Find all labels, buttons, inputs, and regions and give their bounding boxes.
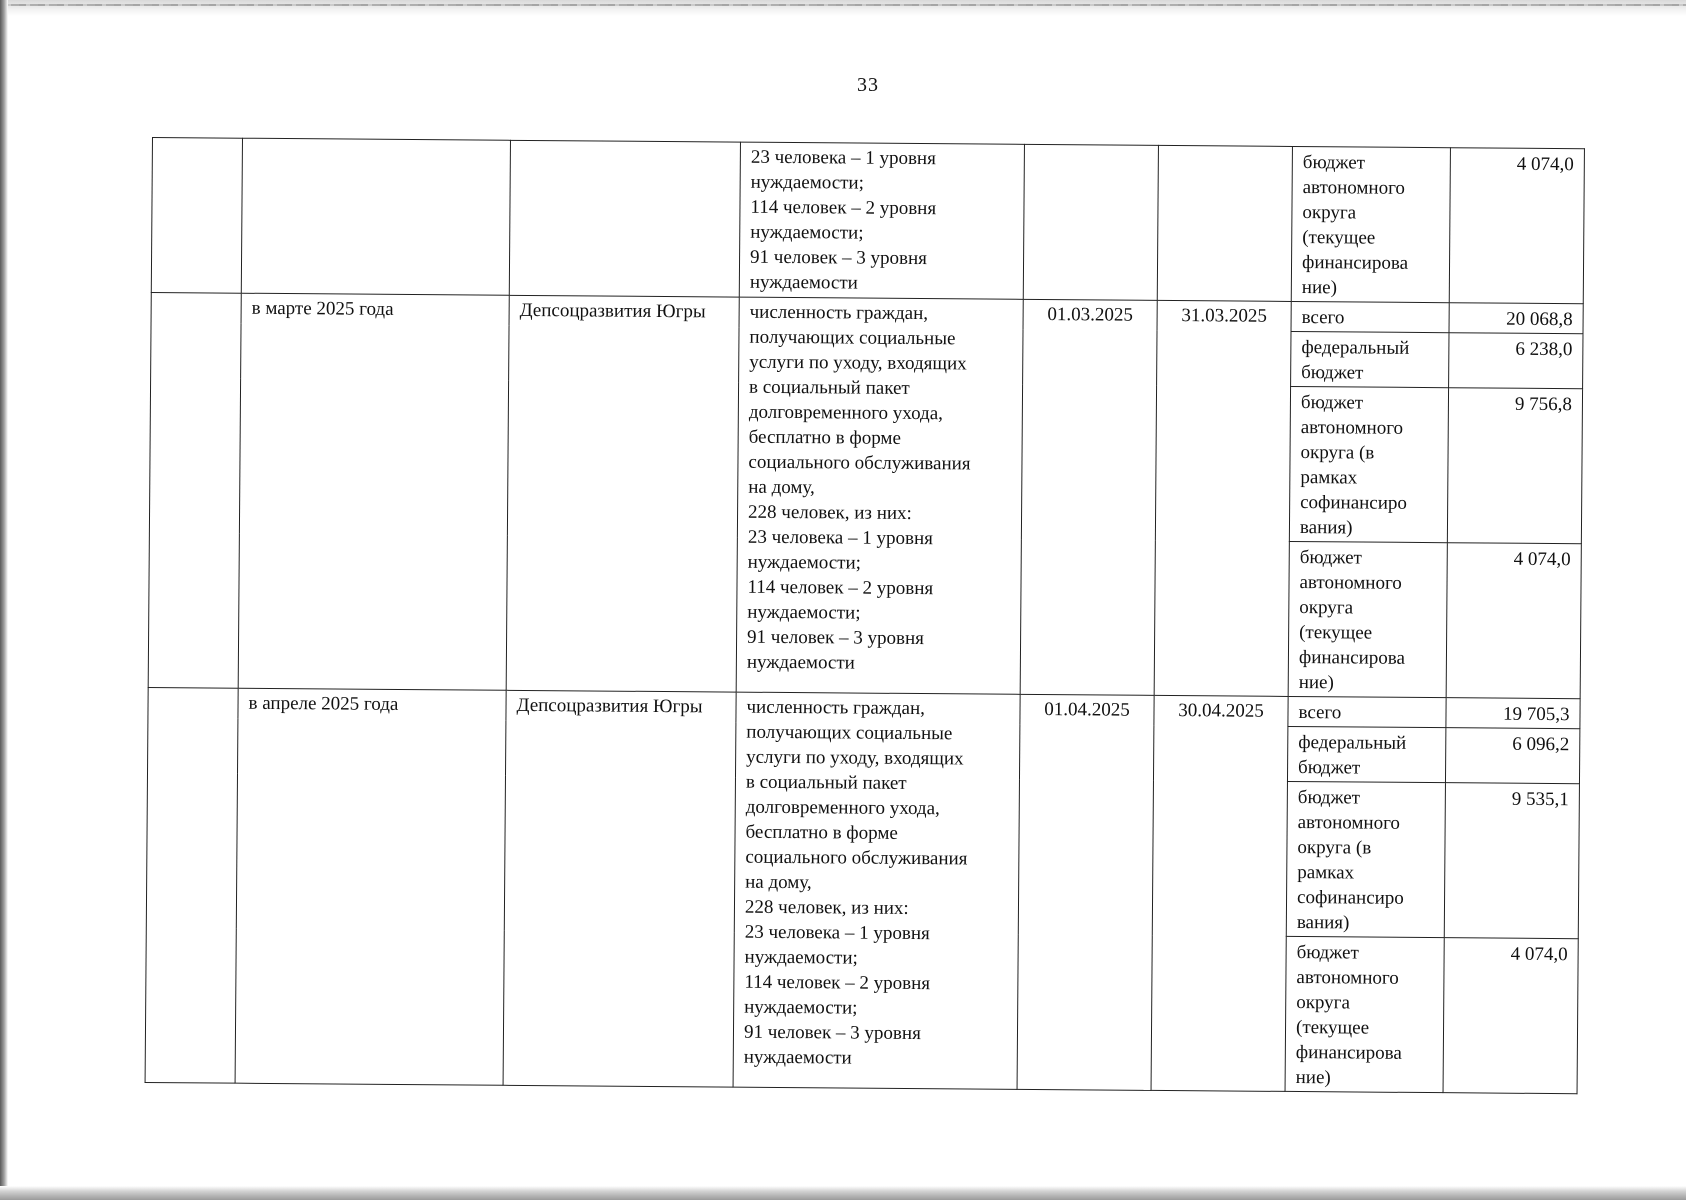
period-cell	[241, 138, 510, 295]
funding-source-line: ние)	[1295, 1067, 1331, 1089]
executor-cell: Депсоцразвития Югры	[503, 690, 736, 1087]
indicator-cell	[733, 692, 1020, 1089]
scan-edge-top	[0, 0, 1686, 16]
indicator-line: 114 человек – 2 уровня	[750, 196, 937, 220]
funding-source-line: бюджет	[1297, 787, 1361, 809]
indicator-cell	[736, 297, 1023, 694]
funding-source-line: автономного	[1300, 417, 1404, 439]
indicator-line: социального обслуживания	[745, 846, 968, 870]
scan-edge-left	[0, 0, 8, 1200]
funding-amount-cell: 4 074,0	[1446, 543, 1581, 699]
funding-source-cell	[1285, 936, 1444, 1092]
start-date-cell: 01.04.2025	[1017, 694, 1154, 1090]
funding-source-line: бюджет	[1302, 152, 1366, 174]
indicator-line: в социальный пакет	[748, 376, 910, 399]
executor-cell	[509, 140, 740, 297]
table-body	[145, 138, 1584, 1094]
funding-source-cell	[1291, 301, 1449, 332]
indicator-line: 91 человек – 3 уровня	[743, 1021, 921, 1045]
row-number-cell	[145, 687, 238, 1083]
end-date-cell: 31.03.2025	[1154, 300, 1291, 696]
funding-source-line: бюджет	[1300, 392, 1364, 414]
funding-source-line: округа	[1296, 992, 1351, 1014]
indicator-line: 228 человек, из них:	[744, 896, 909, 919]
funding-source-line: финансирова	[1295, 1042, 1402, 1064]
indicator-line: нуждаемости;	[750, 221, 864, 244]
indicator-line: долговременного ухода,	[745, 796, 940, 820]
funding-source-line: бюджет	[1301, 362, 1364, 384]
indicator-line: нуждаемости;	[747, 551, 862, 574]
funding-source-line: округа (в	[1300, 442, 1375, 464]
indicator-line: нуждаемости	[746, 651, 855, 674]
indicator-line: нуждаемости	[743, 1046, 852, 1069]
indicator-cell	[739, 142, 1024, 299]
funding-source-cell	[1288, 696, 1446, 727]
funding-table	[145, 137, 1585, 1094]
indicator-line: 23 человека – 1 уровня	[747, 526, 933, 550]
funding-source-line: рамках	[1300, 467, 1358, 489]
funding-source-line: вания)	[1299, 517, 1353, 539]
funding-amount-cell: 19 705,3	[1446, 698, 1580, 729]
funding-source-line: всего	[1301, 307, 1345, 329]
funding-source-line: софинансиро	[1296, 887, 1404, 909]
indicator-line: нуждаемости;	[747, 601, 861, 624]
end-date-cell	[1157, 145, 1292, 301]
funding-amount-cell: 9 756,8	[1447, 388, 1582, 544]
start-date-cell: 01.03.2025	[1020, 299, 1157, 695]
funding-source-cell	[1287, 726, 1445, 782]
funding-source-line: бюджет	[1299, 547, 1363, 569]
funding-source-line: финансирова	[1298, 647, 1406, 669]
indicator-line: бесплатно в форме	[745, 821, 898, 844]
funding-source-line: округа	[1299, 597, 1354, 619]
funding-source-line: автономного	[1296, 967, 1399, 989]
indicator-line: социального обслуживания	[748, 451, 971, 475]
indicator-line: 114 человек – 2 уровня	[747, 576, 934, 600]
indicator-line: 91 человек – 3 уровня	[747, 626, 925, 650]
period-cell: в апреле 2025 года	[235, 688, 506, 1085]
indicator-line: в социальный пакет	[745, 771, 907, 794]
indicator-line: нуждаемости	[749, 271, 858, 294]
funding-source-cell	[1291, 331, 1449, 387]
funding-source-line: рамках	[1297, 862, 1355, 884]
indicator-line: 91 человек – 3 уровня	[749, 246, 928, 270]
funding-source-line: бюджет	[1296, 942, 1359, 964]
funding-source-line: округа (в	[1297, 837, 1372, 859]
funding-source-line: ние)	[1301, 277, 1338, 299]
funding-source-line: автономного	[1297, 812, 1401, 834]
indicator-line: численность граждан,	[749, 301, 929, 325]
page-number: 33	[857, 74, 879, 96]
funding-amount-cell: 20 068,8	[1449, 303, 1583, 334]
funding-source-line: (текущее	[1302, 227, 1376, 249]
funding-source-line: (текущее	[1299, 622, 1373, 644]
indicator-line: бесплатно в форме	[748, 426, 902, 449]
funding-source-line: федеральный	[1298, 732, 1407, 754]
row-number-cell	[148, 292, 241, 688]
funding-amount-cell: 4 074,0	[1449, 148, 1584, 304]
indicator-line: получающих социальные	[749, 326, 956, 350]
funding-source-line: бюджет	[1298, 757, 1361, 779]
funding-source-line: финансирова	[1301, 252, 1409, 274]
end-date-cell: 30.04.2025	[1151, 695, 1288, 1091]
indicator-line: 114 человек – 2 уровня	[744, 971, 931, 995]
indicator-line: 23 человека – 1 уровня	[750, 146, 936, 170]
funding-amount-cell: 9 535,1	[1444, 783, 1579, 939]
indicator-line: услуги по уходу, входящих	[746, 746, 964, 770]
executor-cell: Депсоцразвития Югры	[506, 295, 739, 692]
scan-edge-bottom	[0, 1186, 1686, 1200]
funding-source-line: автономного	[1302, 177, 1406, 199]
table-row	[151, 138, 1584, 304]
funding-source-line: вания)	[1296, 912, 1350, 934]
indicator-line: нуждаемости;	[750, 171, 865, 194]
indicator-line: нуждаемости;	[744, 996, 858, 1019]
funding-source-line: округа	[1302, 202, 1357, 224]
funding-amount-cell: 6 238,0	[1449, 333, 1583, 389]
funding-amount-cell: 4 074,0	[1443, 938, 1578, 1094]
funding-source-line: (текущее	[1295, 1017, 1370, 1039]
indicator-line: на дому,	[748, 476, 815, 499]
indicator-line: 23 человека – 1 уровня	[744, 921, 930, 945]
funding-source-line: софинансиро	[1300, 492, 1408, 514]
indicator-line: на дому,	[745, 871, 812, 894]
indicator-line: услуги по уходу, входящих	[749, 351, 967, 375]
funding-source-line: автономного	[1299, 572, 1402, 594]
funding-source-line: федеральный	[1301, 337, 1410, 359]
funding-source-cell	[1288, 541, 1447, 697]
indicator-line: численность граждан,	[746, 696, 926, 720]
funding-source-line: ние)	[1298, 672, 1334, 694]
indicator-line: получающих социальные	[746, 721, 953, 745]
funding-source-cell	[1289, 386, 1448, 542]
funding-source-cell	[1291, 146, 1450, 302]
period-cell: в марте 2025 года	[238, 293, 509, 690]
indicator-line: 228 человек, из них:	[747, 501, 912, 524]
indicator-line: нуждаемости;	[744, 946, 858, 969]
funding-source-line: всего	[1298, 702, 1342, 724]
funding-source-cell	[1286, 781, 1445, 937]
indicator-line: долговременного ухода,	[748, 401, 944, 425]
row-number-cell	[151, 138, 242, 294]
funding-amount-cell: 6 096,2	[1445, 728, 1579, 784]
start-date-cell	[1023, 144, 1158, 300]
